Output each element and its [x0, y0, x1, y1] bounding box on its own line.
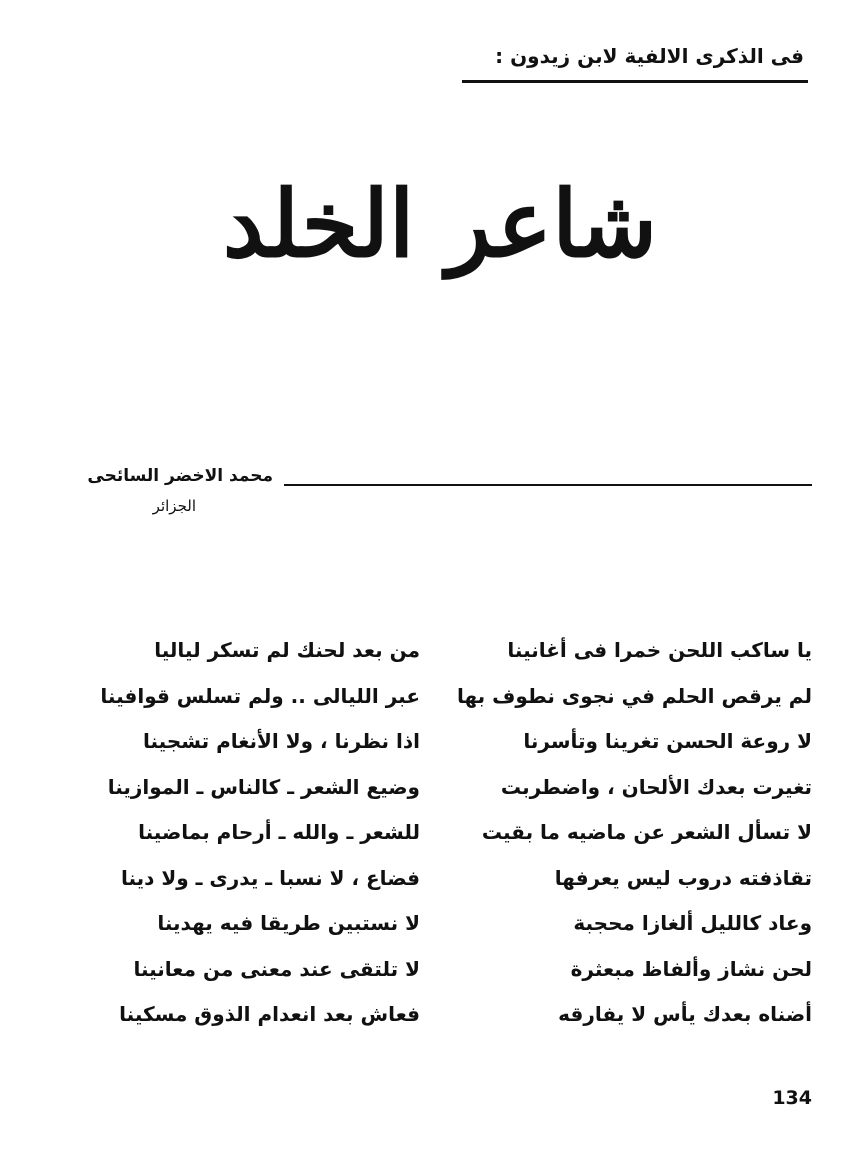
author-divider: [284, 484, 812, 486]
poem-left-column: [40, 628, 420, 1038]
verse-left-9: فعاش بعد انعدام الذوق مسكينا: [119, 1002, 420, 1026]
verse-left-2: عبر الليالى .. ولم تسلس قوافينا: [100, 683, 420, 708]
poem-title: شاعر الخلد: [222, 170, 658, 278]
series-header: فى الذكرى الالفية لابن زيدون :: [495, 44, 804, 68]
header-underline: [462, 80, 808, 83]
poem-right-column: [450, 628, 812, 1038]
verse-right-8: لحن نشاز وألفاظ مبعثرة: [570, 956, 812, 981]
verse-right-6: تقاذفته دروب ليس يعرفها: [554, 865, 812, 890]
author-location: الجزائر: [152, 497, 196, 515]
author-name: محمد الاخضر السائحى: [87, 466, 273, 486]
verse-right-7: وعاد كالليل ألغازا محجبة: [573, 911, 812, 935]
verse-left-3: اذا نظرنا ، ولا الأنغام تشجينا: [143, 729, 420, 753]
verse-left-7: لا نستبين طريقا فيه يهدينا: [157, 911, 420, 935]
verse-right-3: لا روعة الحسن تغرينا وتأسرنا: [523, 729, 812, 753]
verse-right-5: لا تسأل الشعر عن ماضيه ما بقيت: [481, 820, 812, 844]
verse-right-9: أضناه بعدك يأس لا يفارقه: [558, 1002, 812, 1026]
verse-left-5: للشعر ـ والله ـ أرحام بماضينا: [138, 820, 420, 844]
verse-right-2: لم يرقص الحلم في نجوى نطوف بها: [456, 683, 812, 708]
page-number: 134: [772, 1087, 812, 1109]
verse-right-4: تغيرت بعدك الألحان ، واضطربت: [500, 774, 812, 799]
verse-right-1: يا ساكب اللحن خمرا فى أغانينا: [507, 638, 812, 662]
verse-left-1: من بعد لحنك لم تسكر لياليا: [154, 638, 420, 662]
verse-left-4: وضيع الشعر ـ كالناس ـ الموازينا: [107, 774, 420, 799]
verse-left-8: لا تلتقى عند معنى من معانينا: [133, 956, 420, 981]
verse-left-6: فضاع ، لا نسبا ـ يدرى ـ ولا دينا: [120, 865, 420, 890]
